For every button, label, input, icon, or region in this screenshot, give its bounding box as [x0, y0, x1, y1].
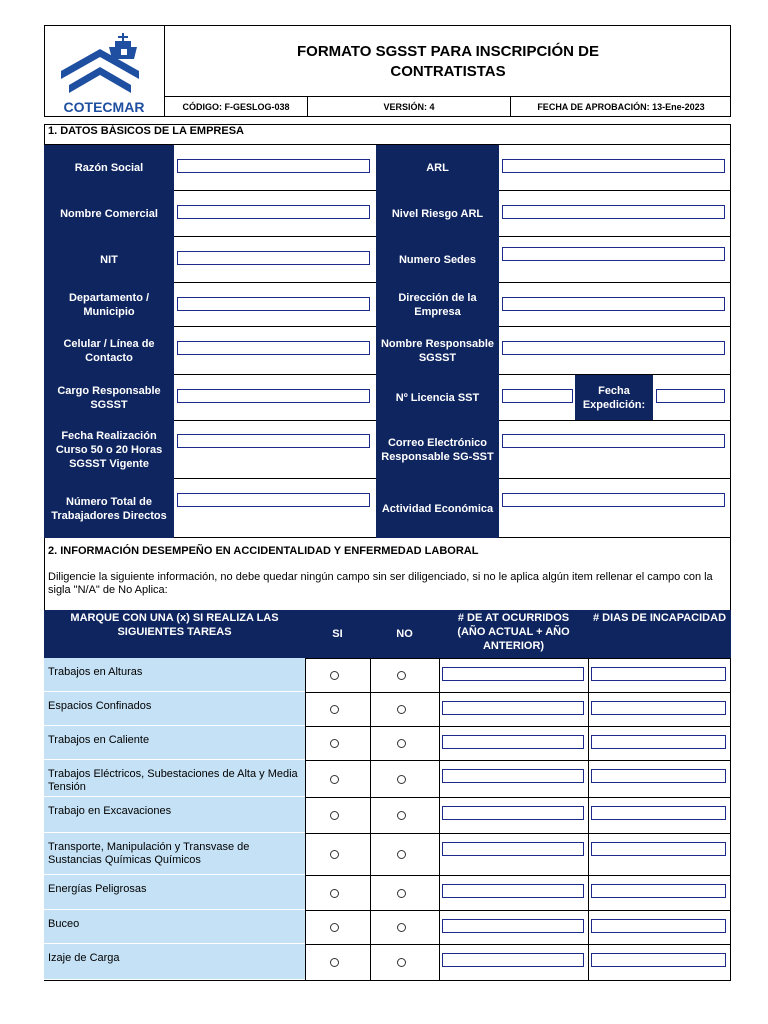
no-radio[interactable]: [397, 705, 406, 714]
numero-sedes-input[interactable]: [502, 247, 725, 261]
label-numero-sedes: Numero Sedes: [376, 237, 499, 283]
at-count-input[interactable]: [442, 884, 584, 898]
task-label: Buceo: [44, 910, 305, 944]
departamento-input[interactable]: [177, 297, 370, 311]
label-nivel-riesgo: Nivel Riesgo ARL: [376, 191, 499, 237]
label-nit: NIT: [44, 237, 174, 283]
col-header-no: NO: [370, 610, 439, 658]
dias-input[interactable]: [591, 806, 726, 820]
at-count-input[interactable]: [442, 701, 584, 715]
form-version: VERSIÓN: 4: [383, 102, 435, 112]
label-nombre-comercial: Nombre Comercial: [44, 191, 174, 237]
trabajadores-input[interactable]: [177, 493, 370, 507]
at-count-input[interactable]: [442, 769, 584, 783]
no-radio[interactable]: [397, 739, 406, 748]
row-divider: [174, 478, 376, 479]
row-divider: [174, 236, 376, 237]
correo-input[interactable]: [502, 434, 725, 448]
cargo-input[interactable]: [177, 389, 370, 403]
row-divider: [499, 478, 731, 479]
dias-input[interactable]: [591, 701, 726, 715]
row-divider: [174, 374, 376, 375]
form-title-line1: FORMATO SGSST PARA INSCRIPCIÓN DE: [297, 43, 599, 60]
label-fecha-expedicion: Fecha Expedición:: [575, 375, 653, 421]
row-divider: [174, 420, 376, 421]
fecha-expedicion-input[interactable]: [656, 389, 725, 403]
no-radio[interactable]: [397, 850, 406, 859]
row-divider: [174, 282, 376, 283]
dias-input[interactable]: [591, 769, 726, 783]
label-departamento: Departamento / Municipio: [44, 283, 174, 327]
no-radio[interactable]: [397, 775, 406, 784]
col-header-at: # DE AT OCURRIDOS (AÑO ACTUAL + AÑO ANTERIOR): [439, 610, 588, 658]
at-count-input[interactable]: [442, 667, 584, 681]
nit-input[interactable]: [177, 251, 370, 265]
arl-input[interactable]: [502, 159, 725, 173]
razon-social-input[interactable]: [177, 159, 370, 173]
task-label: Trabajos en Caliente: [44, 726, 305, 760]
row-divider: [499, 374, 731, 375]
row-divider: [174, 190, 376, 191]
task-label: Energías Peligrosas: [44, 875, 305, 910]
dias-input[interactable]: [591, 919, 726, 933]
row-divider: [499, 420, 731, 421]
actividad-input[interactable]: [502, 493, 725, 507]
no-radio[interactable]: [397, 811, 406, 820]
col-header-dias: # DIAS DE INCAPACIDAD: [588, 610, 731, 658]
section2-instructions: Diligencie la siguiente información, no debe quedar ningún campo sin ser diligenciado, si no le aplica algún item rellenar el campo con la sigla "N/A" de No Aplica:: [48, 571, 713, 596]
si-radio[interactable]: [330, 739, 339, 748]
task-label: Espacios Confinados: [44, 692, 305, 726]
task-label: Trabajo en Excavaciones: [44, 797, 305, 833]
label-responsable: Nombre Responsable SGSST: [376, 327, 499, 375]
no-radio[interactable]: [397, 671, 406, 680]
row-divider: [499, 282, 731, 283]
label-cargo: Cargo Responsable SGSST: [44, 375, 174, 421]
label-razon-social: Razón Social: [44, 145, 174, 191]
label-licencia: Nº Licencia SST: [376, 375, 499, 421]
label-arl: ARL: [376, 145, 499, 191]
row-divider: [174, 326, 376, 327]
si-radio[interactable]: [330, 775, 339, 784]
si-radio[interactable]: [330, 671, 339, 680]
label-fecha-curso: Fecha Realización Curso 50 o 20 Horas SGSST Vigente: [44, 421, 174, 479]
task-label: Trabajos en Alturas: [44, 658, 305, 692]
company-logo-icon: [55, 27, 155, 99]
si-radio[interactable]: [330, 705, 339, 714]
label-trabajadores: Número Total de Trabajadores Directos: [44, 479, 174, 538]
at-count-input[interactable]: [442, 953, 584, 967]
licencia-input[interactable]: [502, 389, 573, 403]
dias-input[interactable]: [591, 667, 726, 681]
section2-title: 2. INFORMACIÓN DESEMPEÑO EN ACCIDENTALIDAD Y ENFERMEDAD LABORAL: [48, 545, 479, 557]
task-label: Trabajos Eléctricos, Subestaciones de Alta y Media Tensión: [44, 760, 305, 797]
no-radio[interactable]: [397, 923, 406, 932]
row-divider: [499, 236, 731, 237]
fecha-curso-input[interactable]: [177, 434, 370, 448]
col-header-task: MARQUE CON UNA (x) SI REALIZA LAS SIGUIENTES TAREAS: [44, 610, 305, 658]
dias-input[interactable]: [591, 842, 726, 856]
at-count-input[interactable]: [442, 919, 584, 933]
task-label: Transporte, Manipulación y Transvase de Sustancias Químicas Químicos: [44, 833, 305, 875]
at-count-input[interactable]: [442, 735, 584, 749]
label-actividad: Actividad Económica: [376, 479, 499, 538]
dias-input[interactable]: [591, 953, 726, 967]
si-radio[interactable]: [330, 850, 339, 859]
task-label: Izaje de Carga: [44, 944, 305, 980]
row-divider: [499, 326, 731, 327]
direccion-input[interactable]: [502, 297, 725, 311]
label-direccion: Dirección de la Empresa: [376, 283, 499, 327]
no-radio[interactable]: [397, 958, 406, 967]
dias-input[interactable]: [591, 884, 726, 898]
section1-title: 1. DATOS BÁSICOS DE LA EMPRESA: [48, 125, 244, 137]
dias-input[interactable]: [591, 735, 726, 749]
si-radio[interactable]: [330, 889, 339, 898]
nombre-comercial-input[interactable]: [177, 205, 370, 219]
form-title-line2: CONTRATISTAS: [390, 63, 506, 80]
at-count-input[interactable]: [442, 842, 584, 856]
col-header-si: SI: [305, 610, 370, 658]
company-name: COTECMAR: [63, 99, 145, 115]
no-radio[interactable]: [397, 889, 406, 898]
row-divider: [499, 190, 731, 191]
form-approval-date: FECHA DE APROBACIÓN: 13-Ene-2023: [537, 102, 705, 112]
label-celular: Celular / Línea de Contacto: [44, 327, 174, 375]
celular-input[interactable]: [177, 341, 370, 355]
form-code: CÓDIGO: F-GESLOG-038: [182, 102, 290, 112]
responsable-input[interactable]: [502, 341, 725, 355]
si-radio[interactable]: [330, 958, 339, 967]
si-radio[interactable]: [330, 811, 339, 820]
nivel-riesgo-input[interactable]: [502, 205, 725, 219]
at-count-input[interactable]: [442, 806, 584, 820]
label-correo: Correo Electrónico Responsable SG-SST: [376, 421, 499, 479]
si-radio[interactable]: [330, 923, 339, 932]
